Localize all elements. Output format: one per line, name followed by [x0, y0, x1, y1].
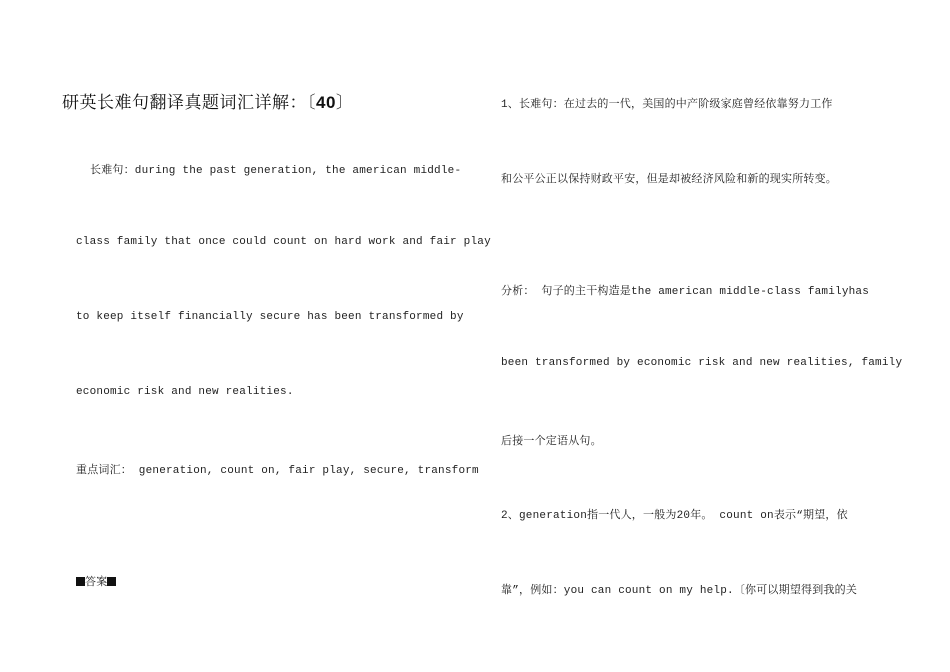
answer-label: 答案 — [85, 575, 108, 588]
page-title — [62, 88, 353, 113]
sentence-line-4: economic risk and new realities. — [76, 386, 294, 398]
title-text: 研英长难句翻译真题词汇详解：〔 — [62, 93, 316, 113]
analysis-line-1: 1、长难句：在过去的一代，美国的中产阶级家庭曾经依靠努力工作 — [501, 99, 833, 111]
analysis-line-4: been transformed by economic risk and new realities, family — [501, 357, 903, 369]
square-bullet-icon — [107, 577, 116, 586]
analysis-line-2: 和公平公正以保持财政平安，但是却被经济风险和新的现实所转变。 — [501, 174, 837, 186]
sentence-line-3: to keep itself financially secure has been transformed by — [76, 311, 464, 323]
title-close-bracket: 〕 — [335, 93, 354, 113]
analysis-line-3: 分析： 句子的主干构造是the american middle-class familyhas — [501, 286, 870, 298]
analysis-line-5: 后接一个定语从句。 — [501, 436, 602, 448]
analysis-line-6: 2、generation指一代人，一般为20年。 count on表示“期望，依 — [501, 510, 848, 522]
analysis-line-7: 靠”，例如：you can count on my help.〔你可以期望得到我的关 — [501, 585, 858, 597]
sentence-line-1: 长难句：during the past generation, the american middle- — [90, 165, 462, 177]
square-bullet-icon — [76, 577, 85, 586]
sentence-line-2: class family that once could count on hard work and fair play — [76, 236, 491, 248]
key-vocabulary-line: 重点词汇： generation, count on, fair play, secure, transform — [76, 465, 479, 477]
title-number: 40 — [316, 93, 336, 112]
answer-heading — [76, 573, 116, 589]
